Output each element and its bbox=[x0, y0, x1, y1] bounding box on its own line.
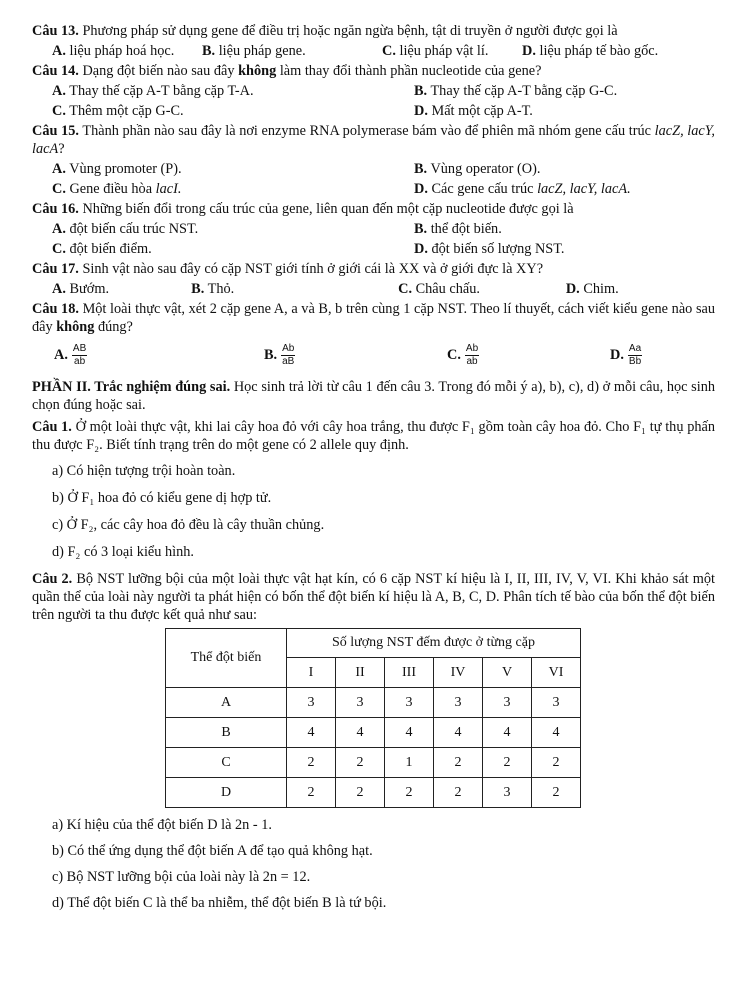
option-b[interactable] bbox=[212, 343, 392, 368]
option-d[interactable] bbox=[414, 102, 714, 120]
question-emphasis: không bbox=[56, 319, 95, 335]
table-cell: 2 bbox=[385, 778, 434, 808]
question-text: Một loài thực vật, xét 2 cặp gene A, a và B, b trên cùng 1 cặp NST. Theo lí thuyết, cách viết kiểu gene nào sau đây bbox=[32, 301, 715, 335]
option-text: Thêm một cặp G-C. bbox=[65, 103, 184, 119]
question-number: Câu 2. bbox=[32, 571, 73, 587]
question-15-options-row-1 bbox=[32, 160, 715, 178]
genotype-fraction bbox=[465, 343, 479, 368]
table-cell: 2 bbox=[434, 748, 483, 778]
table-row bbox=[166, 748, 581, 778]
option-d[interactable] bbox=[414, 240, 714, 258]
question-17 bbox=[32, 260, 715, 278]
option-text: liệu pháp tế bào gốc. bbox=[535, 43, 659, 59]
table-row bbox=[166, 688, 581, 718]
question-text: đúng? bbox=[94, 319, 133, 335]
genotype-fraction bbox=[628, 343, 642, 368]
option-a[interactable] bbox=[32, 82, 414, 100]
question-text: Những biến đổi trong cấu trúc của gene, liên quan đến một cặp nucleotide được gọi là bbox=[78, 201, 574, 217]
genotype-fraction bbox=[72, 343, 87, 368]
gene-names: lacZ, lacY, lacA bbox=[32, 123, 715, 157]
table-header-mutant: Thể đột biến bbox=[166, 629, 287, 688]
fraction-numerator: Ab bbox=[465, 342, 479, 354]
option-label: B. bbox=[264, 347, 278, 363]
option-label: D. bbox=[565, 281, 580, 297]
option-text: Bướm. bbox=[65, 281, 110, 297]
option-text: đột biến cấu trúc NST. bbox=[65, 221, 199, 237]
chromosome-count-table bbox=[165, 628, 581, 808]
table-cell: 3 bbox=[287, 688, 336, 718]
option-text: Vùng operator (O). bbox=[427, 161, 541, 177]
option-label: A. bbox=[52, 43, 66, 59]
question-text: làm thay đổi thành phần nucleotide của gene? bbox=[276, 63, 542, 79]
question-text: Bộ NST lưỡng bội của một loài thực vật hạt kín, có 6 cặp NST kí hiệu là I, II, III, IV, V, VI. Khi khảo sát một quần thể của loài này người ta phát hiện có bốn thể đột biến kí hiệu là A, B, C, D. Phân tích tế bào của bốn thể đột biến trên người ta thu được kết quả như sau: bbox=[32, 571, 715, 623]
option-italic: lacI. bbox=[155, 181, 182, 197]
table-cell: 2 bbox=[287, 748, 336, 778]
option-c[interactable] bbox=[32, 180, 414, 198]
option-label: D. bbox=[414, 241, 428, 257]
question-16-options-row-1 bbox=[32, 220, 715, 238]
option-text: Chim. bbox=[579, 281, 619, 297]
statement-d[interactable]: d) F₂ có 3 loại kiểu hình. bbox=[52, 544, 194, 560]
table-cell: 3 bbox=[483, 778, 532, 808]
option-label: C. bbox=[398, 281, 413, 297]
option-label: A. bbox=[52, 83, 66, 99]
option-text: Châu chấu. bbox=[412, 281, 480, 297]
question-number: Câu 17. bbox=[32, 261, 79, 277]
question-14-options-row-1 bbox=[32, 82, 715, 100]
option-a[interactable] bbox=[32, 160, 414, 178]
option-label: B. bbox=[414, 83, 428, 99]
option-italic: lacZ, lacY, lacA. bbox=[537, 181, 631, 197]
option-a[interactable] bbox=[32, 220, 414, 238]
option-label: A. bbox=[52, 281, 66, 297]
option-text: liệu pháp hoá học. bbox=[65, 43, 175, 59]
question-text: Phương pháp sử dụng gene để điều trị hoặc ngăn ngừa bệnh, tật di truyền ở người được gọi là bbox=[78, 23, 618, 39]
question-17-options bbox=[32, 280, 715, 298]
fraction-denominator: aB bbox=[282, 355, 295, 367]
fraction-denominator: Bb bbox=[628, 355, 642, 367]
question-13-options bbox=[32, 42, 715, 60]
question-number: Câu 13. bbox=[32, 23, 79, 39]
option-text: Gene điều hòa bbox=[65, 181, 156, 197]
option-b[interactable] bbox=[414, 82, 714, 100]
option-label: D. bbox=[522, 43, 536, 59]
question-emphasis: không bbox=[238, 63, 277, 79]
question-number: Câu 1. bbox=[32, 419, 72, 435]
option-c[interactable] bbox=[358, 280, 556, 298]
option-text: liệu pháp vật lí. bbox=[395, 43, 489, 59]
part-2-intro bbox=[32, 378, 715, 414]
option-label: D. bbox=[610, 347, 624, 363]
fraction-numerator: Ab bbox=[282, 342, 295, 354]
table-cell: 2 bbox=[434, 778, 483, 808]
question-13 bbox=[32, 22, 715, 40]
table-cell: 2 bbox=[532, 778, 581, 808]
option-label: C. bbox=[52, 103, 66, 119]
option-b[interactable] bbox=[414, 160, 714, 178]
question-number: Câu 15. bbox=[32, 123, 79, 139]
row-label: A bbox=[166, 688, 287, 718]
option-text: đột biến điểm. bbox=[65, 241, 152, 257]
table-cell: 4 bbox=[336, 718, 385, 748]
statement-a[interactable]: a) Kí hiệu của thể đột biến D là 2n - 1. bbox=[52, 817, 272, 833]
table-cell: 2 bbox=[483, 748, 532, 778]
table-row bbox=[166, 718, 581, 748]
fraction-numerator: AB bbox=[72, 342, 87, 354]
row-label: D bbox=[166, 778, 287, 808]
fraction-denominator: ab bbox=[466, 355, 478, 367]
option-text: Thỏ. bbox=[204, 281, 235, 297]
question-16-options-row-2 bbox=[32, 240, 715, 258]
table-header-counts: Số lượng NST đếm được ở từng cặp bbox=[287, 629, 581, 658]
option-label: C. bbox=[447, 347, 461, 363]
option-label: D. bbox=[414, 181, 428, 197]
column-header: I bbox=[287, 658, 336, 688]
part-instructions: Học sinh trả lời từ câu 1 đến câu 3. Trong đó mỗi ý a), b), c), d) ở mỗi câu, học sinh chọn đúng hoặc sai. bbox=[32, 379, 716, 413]
question-15 bbox=[32, 122, 715, 158]
table-cell: 2 bbox=[532, 748, 581, 778]
option-label: B. bbox=[414, 221, 428, 237]
table-cell: 4 bbox=[483, 718, 532, 748]
statement-c[interactable]: c) Bộ NST lưỡng bội của loài này là 2n = 12. bbox=[52, 869, 311, 885]
table-cell: 4 bbox=[434, 718, 483, 748]
option-a[interactable] bbox=[32, 343, 212, 368]
question-text: Ở một loài thực vật, khi lai cây hoa đỏ với cây hoa trắng, thu được F₁ gồm toàn cây hoa đỏ. Cho F₁ tự thụ phấn thu được F₂. Biết tính trạng trên do một gene có 2 allele quy định. bbox=[32, 419, 715, 453]
option-text: Thay thế cặp A-T bằng cặp T-A. bbox=[65, 83, 254, 99]
part2-question-1 bbox=[32, 418, 715, 454]
question-text: Thành phần nào sau đây là nơi enzyme RNA polymerase bám vào để phiên mã nhóm gene cấu trúc bbox=[78, 123, 655, 139]
table-cell: 3 bbox=[434, 688, 483, 718]
option-label: C. bbox=[382, 43, 396, 59]
question-18 bbox=[32, 300, 715, 336]
option-b[interactable] bbox=[202, 42, 382, 60]
option-text: thể đột biến. bbox=[427, 221, 502, 237]
option-d[interactable] bbox=[572, 343, 712, 368]
table-cell: 3 bbox=[483, 688, 532, 718]
fraction-denominator: ab bbox=[74, 355, 86, 367]
table-row bbox=[166, 778, 581, 808]
column-header: IV bbox=[434, 658, 483, 688]
table-cell: 3 bbox=[532, 688, 581, 718]
part-title: PHẦN II. Trắc nghiệm đúng sai. bbox=[32, 379, 231, 395]
option-c[interactable] bbox=[392, 343, 572, 368]
column-header: II bbox=[336, 658, 385, 688]
statement-b[interactable]: b) Có thể ứng dụng thể đột biến A để tạo quả không hạt. bbox=[52, 843, 373, 859]
column-header: III bbox=[385, 658, 434, 688]
option-text: Các gene cấu trúc bbox=[427, 181, 538, 197]
question-14 bbox=[32, 62, 715, 80]
statement-d[interactable]: d) Thể đột biến C là thể ba nhiễm, thể đột biến B là tứ bội. bbox=[52, 895, 387, 911]
option-label: B. bbox=[202, 43, 216, 59]
statement-b[interactable]: b) Ở F₁ hoa đỏ có kiểu gene dị hợp tử. bbox=[52, 490, 272, 506]
option-label: A. bbox=[52, 221, 66, 237]
option-b[interactable] bbox=[191, 280, 358, 298]
question-text: ? bbox=[58, 141, 65, 157]
question-text: Dạng đột biến nào sau đây bbox=[78, 63, 239, 79]
question-14-options-row-2 bbox=[32, 102, 715, 120]
option-label: C. bbox=[52, 181, 66, 197]
option-text: Vùng promoter (P). bbox=[65, 161, 182, 177]
option-b[interactable] bbox=[414, 220, 714, 238]
option-c[interactable] bbox=[382, 42, 522, 60]
table-cell: 2 bbox=[336, 748, 385, 778]
option-text: liệu pháp gene. bbox=[215, 43, 306, 59]
row-label: B bbox=[166, 718, 287, 748]
option-label: A. bbox=[54, 347, 68, 363]
option-label: B. bbox=[414, 161, 428, 177]
option-a[interactable] bbox=[32, 280, 191, 298]
statement-a[interactable]: a) Có hiện tượng trội hoàn toàn. bbox=[52, 463, 236, 479]
table-cell: 1 bbox=[385, 748, 434, 778]
row-label: C bbox=[166, 748, 287, 778]
question-number: Câu 14. bbox=[32, 63, 79, 79]
option-c[interactable] bbox=[32, 240, 414, 258]
option-label: C. bbox=[52, 241, 66, 257]
genotype-fraction bbox=[281, 343, 295, 368]
question-text: Sinh vật nào sau đây có cặp NST giới tính ở giới cái là XX và ở giới đực là XY? bbox=[78, 261, 544, 277]
option-d[interactable] bbox=[414, 180, 714, 198]
option-label: D. bbox=[414, 103, 428, 119]
option-a[interactable] bbox=[32, 42, 202, 60]
option-label: B. bbox=[191, 281, 205, 297]
table-cell: 3 bbox=[336, 688, 385, 718]
table-cell: 2 bbox=[336, 778, 385, 808]
table-cell: 4 bbox=[287, 718, 336, 748]
option-text: Mất một cặp A-T. bbox=[427, 103, 533, 119]
part2-question-2 bbox=[32, 570, 715, 624]
statement-c[interactable]: c) Ở F₂, các cây hoa đỏ đều là cây thuần chủng. bbox=[52, 517, 325, 533]
question-18-options bbox=[32, 340, 715, 370]
table-cell: 2 bbox=[287, 778, 336, 808]
question-number: Câu 18. bbox=[32, 301, 79, 317]
column-header: V bbox=[483, 658, 532, 688]
option-d[interactable] bbox=[522, 42, 693, 60]
fraction-numerator: Aa bbox=[628, 342, 642, 354]
option-c[interactable] bbox=[32, 102, 414, 120]
table-cell: 4 bbox=[532, 718, 581, 748]
column-header: VI bbox=[532, 658, 581, 688]
question-number: Câu 16. bbox=[32, 201, 79, 217]
option-d[interactable] bbox=[556, 280, 715, 298]
question-15-options-row-2 bbox=[32, 180, 715, 198]
option-text: đột biến số lượng NST. bbox=[427, 241, 565, 257]
table-cell: 4 bbox=[385, 718, 434, 748]
question-16 bbox=[32, 200, 715, 218]
option-label: A. bbox=[52, 161, 66, 177]
table-cell: 3 bbox=[385, 688, 434, 718]
option-text: Thay thế cặp A-T bằng cặp G-C. bbox=[427, 83, 618, 99]
